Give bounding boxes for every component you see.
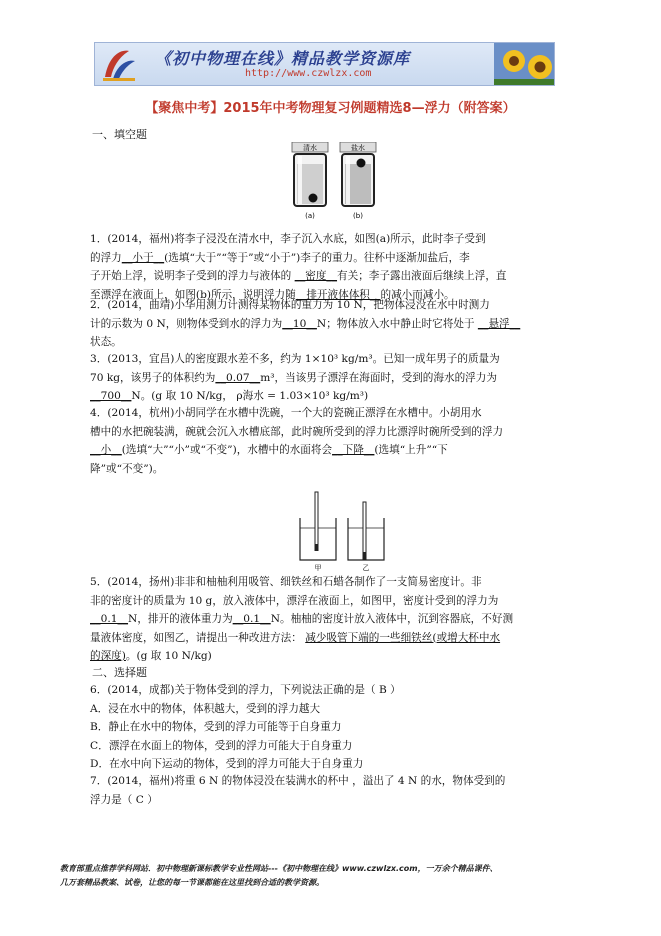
text-line	[90, 573, 566, 592]
answer-blank: __下降__	[332, 444, 375, 456]
site-logo-icon	[99, 45, 139, 83]
text-segment: 4．(2014，杭州)小胡同学在水槽中洗碗，一个大的瓷碗正漂浮在水槽中。小胡用水	[90, 407, 482, 419]
text-line	[90, 772, 566, 791]
figure-density-meters	[298, 488, 388, 572]
answer-blank: __小于__	[121, 251, 165, 264]
section-heading-fill: 一、填空题	[92, 128, 147, 141]
text-segment: 至漂浮在液面上，如图(b)所示，说明浮力随	[90, 288, 296, 301]
text-segment: 5．(2014，扬州)非非和柚柚利用吸管、细铁丝和石蜡各制作了一支简易密度计。非	[90, 576, 482, 588]
answer-blank: __悬浮__	[477, 317, 521, 330]
answer-blank: 减少吸管下端的一些细铁丝(或增大杯中水	[305, 631, 501, 644]
text-line	[90, 387, 566, 406]
text-line	[90, 350, 566, 369]
question-6	[90, 681, 566, 774]
answer-blank: 的深度)	[90, 650, 126, 662]
answer-blank: __0.1__	[232, 613, 271, 625]
text-line	[90, 369, 566, 388]
question-6-option-a: A．浸在水中的物体，体积越大，受到的浮力越大	[90, 702, 321, 715]
question-6-stem: 6．(2014，成都)关于物体受到的浮力，下列说法正确的是（ B ）	[90, 684, 401, 696]
document-title: 【聚焦中考】2015年中考物理复习例题精选8—浮力（附答案）	[145, 101, 516, 116]
text-segment: 槽中的水把碗装满，碗就会沉入水槽底部，此时碗所受到的浮力比漂浮时碗所受到的浮力	[90, 425, 504, 438]
figure-beakers-plum	[288, 142, 384, 226]
text-segment: 的减小而减小。	[380, 288, 455, 301]
text-segment: 量液体密度，如图乙，请提出一种改进方法：	[90, 631, 306, 644]
text-segment: 3．(2013，宜昌)人的密度跟水差不多，约为 1×10³ kg/m³。已知一成年男子的质量为	[90, 353, 500, 365]
figure1-label-left: 清水	[303, 144, 317, 152]
text-segment: 计的示数为 0 N，则物体受到水的浮力为	[90, 317, 283, 330]
text-segment: m³，当该男子漂浮在海面时，受到的海水的浮力为	[260, 371, 497, 384]
question-1	[90, 230, 566, 304]
figure1-caption-left: (a)	[305, 212, 315, 220]
question-7	[90, 772, 566, 809]
text-line	[90, 404, 566, 423]
question-4	[90, 404, 566, 478]
text-segment: N；物体放入水中静止时它将处于	[316, 317, 478, 330]
answer-blank: __0.1__	[90, 613, 129, 625]
text-line	[90, 629, 566, 648]
text-segment: (选填“大”“小”或“不变”)，水槽中的水面将会	[121, 444, 333, 456]
text-segment: N。(g 取 10 N/kg， ρ海水 = 1.03×10³ kg/m³)	[131, 390, 369, 402]
figure1-label-right: 盐水	[351, 144, 365, 152]
text-segment: 有关；李子露出液面后继续上浮，直	[337, 270, 507, 282]
text-line	[90, 592, 566, 611]
header-banner	[94, 42, 555, 86]
text-line	[90, 441, 566, 460]
plum-floating	[357, 159, 366, 168]
text-segment: (选填“上升”“下	[374, 444, 448, 456]
text-line	[90, 791, 566, 810]
answer-blank: __700__	[90, 390, 132, 402]
figure2-label-right: 乙	[362, 564, 370, 572]
text-segment: 70 kg，该男子的体积约为	[90, 371, 216, 384]
figure2-label-left: 甲	[314, 564, 322, 572]
text-segment: N。柚柚的密度计放入液体中，沉到容器底，不好测	[270, 613, 514, 625]
text-line	[90, 315, 566, 334]
page-footer	[60, 862, 620, 890]
question-6-option-c: C．漂浮在水面上的物体，受到的浮力可能大于自身重力	[90, 739, 353, 752]
text-line	[90, 296, 566, 315]
footer-line-2: 几万套精品教案、试卷，让您的每一节课都能在这里找到合适的教学资源。	[60, 878, 324, 887]
text-segment: 浮力是（ C ）	[90, 793, 158, 806]
text-segment: N，排开的液体重力为	[128, 613, 233, 625]
text-line	[90, 460, 566, 479]
text-line	[90, 230, 566, 249]
answer-blank: __10__	[282, 317, 317, 330]
plum-sunk	[309, 194, 318, 203]
text-line	[90, 333, 566, 352]
text-segment: 。(g 取 10 N/kg)	[125, 650, 212, 662]
figure1-caption-right: (b)	[353, 212, 363, 220]
text-segment: 状态。	[90, 336, 122, 348]
text-line	[90, 647, 566, 666]
answer-blank: __排开液体体积__	[295, 288, 381, 301]
text-line	[90, 267, 566, 286]
answer-blank: __密度__	[294, 270, 338, 282]
sunflower-icon	[494, 43, 554, 85]
text-segment: 子开始上浮，说明李子受到的浮力与液体的	[90, 270, 295, 282]
question-5	[90, 573, 566, 666]
text-segment: 1．(2014，福州)将李子浸没在清水中，李子沉入水底，如图(a)所示，此时李子受到	[90, 233, 486, 245]
text-segment: 7．(2014，福州)将重 6 N 的物体浸没在装满水的杯中 ，溢出了 4 N 的水，物体受到的	[90, 775, 506, 787]
question-3	[90, 350, 566, 406]
question-2	[90, 296, 566, 352]
footer-line-1: 教育部重点推荐学科网站．初中物理新课标教学专业性网站---《初中物理在线》www.czwlzx.com，一万余个精品课件、	[60, 864, 498, 873]
banner-url[interactable]: http://www.czwlzx.com	[245, 68, 372, 79]
text-segment: (选填“大于”“等于”或“小于”)李子的重力。往杯中逐渐加盐后，李	[164, 251, 470, 264]
text-segment: 非的密度计的质量为 10 g，放入液体中，漂浮在液面上，如图甲，密度计受到的浮力为	[90, 594, 499, 607]
text-line	[90, 249, 566, 268]
text-segment: 降”或“不变”)。	[90, 462, 164, 475]
answer-blank: __0.07__	[215, 371, 261, 384]
section-heading-choice: 二、选择题	[92, 666, 147, 679]
text-segment: 的浮力	[90, 251, 122, 264]
question-6-option-d: D．在水中向下运动的物体，受到的浮力可能大于自身重力	[90, 758, 364, 770]
banner-title: 《初中物理在线》精品教学资源库	[155, 49, 411, 68]
answer-blank: __小__	[90, 444, 122, 456]
question-6-option-b: B．静止在水中的物体，受到的浮力可能等于自身重力	[90, 721, 342, 733]
text-line	[90, 423, 566, 442]
text-segment: 2．(2014，曲靖)小华用测力计测得某物体的重力为 10 N，把物体浸没在水中时测力	[90, 299, 490, 311]
text-line	[90, 610, 566, 629]
